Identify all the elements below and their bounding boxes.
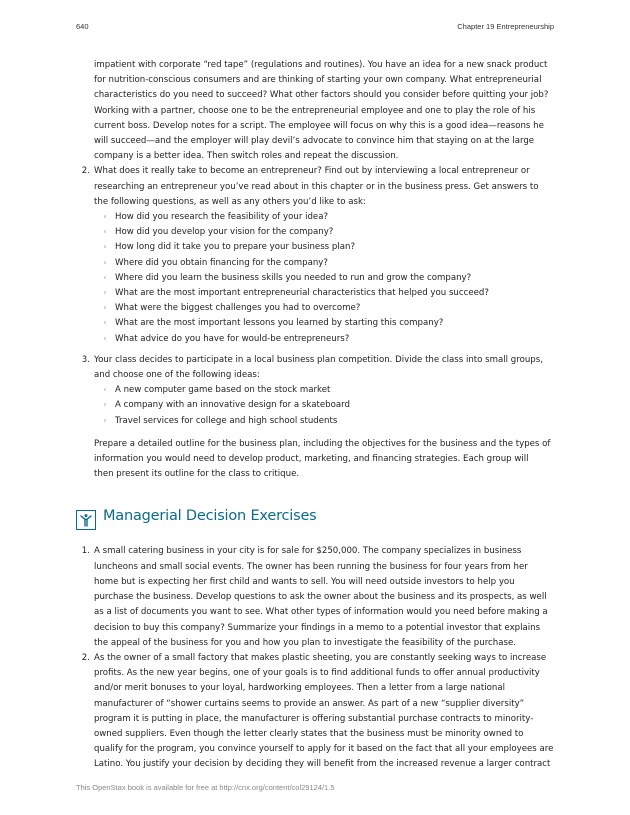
interview-questions — [94, 210, 556, 347]
text-line: then present its outline for the class to critique. — [94, 469, 300, 480]
text-line: A small catering business in your city is for sale for $250,000. The company specializes in business — [94, 546, 522, 557]
item-3-followup — [94, 437, 556, 483]
list-item: ◦ A company with an innovative design for a skateboard — [94, 398, 556, 413]
text-line: the following questions, as well as any others you’d like to ask: — [94, 196, 366, 207]
section-title: Managerial Decision Exercises — [103, 508, 317, 525]
item-number: 2. — [81, 652, 90, 663]
text-line: and/or merit bonuses to your loyal, hardworking employees. Then a letter from a large national — [94, 683, 506, 694]
list-item: ◦ A new computer game based on the stock market — [94, 383, 556, 398]
text-line: will succeed—and the employer will play devil’s advocate to convince him that staying on at the large — [94, 136, 535, 147]
list-item: ◦ What are the most important entrepreneurial characteristics that helped you succeed? — [94, 286, 556, 301]
bullet-icon: ◦ — [103, 289, 107, 298]
list-item: ◦ Where did you learn the business skills you needed to run and grow the company? — [94, 271, 556, 286]
bullet-icon: ◦ — [103, 386, 107, 395]
text-line: characteristics do you need to succeed? What other factors should you consider before quitting your job? — [94, 90, 549, 101]
text-line: As the owner of a small factory that makes plastic sheeting, you are constantly seeking ways to increase — [94, 652, 547, 663]
text-line: home but is expecting her first child and wants to sell. You will need outside investors to help you — [94, 576, 515, 587]
text-line: researching an entrepreneur you’ve read about in this chapter or in the business press. Get answers to — [94, 181, 539, 192]
footer-note: This OpenStax book is available for free at http://cnx.org/content/col29124/1.5 — [76, 783, 335, 792]
text-line: program it is putting in place, the manufacturer is offering substantial purchase contracts to minority- — [94, 713, 534, 724]
text-line: company is a better idea. Then switch roles and repeat the discussion. — [94, 151, 399, 162]
text-line: manufacturer of “shower curtains seems to provide an answer. As part of a new “supplier diversity” — [94, 698, 525, 709]
decision-person-icon — [76, 510, 96, 530]
list-item: ◦ How did you develop your vision for the company? — [94, 225, 556, 240]
text-line: the appeal of the business for you and how you plan to investigate the feasibility of the purchase. — [94, 637, 516, 648]
bullet-icon: ◦ — [103, 401, 107, 410]
text-line: impatient with corporate “red tape” (regulations and routines). You have an idea for a new snack product — [94, 60, 548, 70]
text-line: for nutrition-conscious consumers and are thinking of starting your own company. What entrepreneurial — [94, 75, 542, 86]
list-item: ◦ What are the most important lessons you learned by starting this company? — [94, 316, 556, 331]
page-content — [76, 58, 556, 773]
bullet-icon: ◦ — [103, 213, 107, 222]
item-number: 1. — [81, 546, 90, 557]
list-item: ◦ What advice do you have for would-be entrepreneurs? — [94, 332, 556, 347]
text-line: Prepare a detailed outline for the business plan, including the objectives for the business and the types of — [94, 438, 551, 449]
item-number: 3. — [81, 354, 90, 365]
text-line: purchase the business. Develop questions to ask the owner about the business and its prospects, as well — [94, 592, 547, 603]
list-item: ◦ What were the biggest challenges you had to overcome? — [94, 301, 556, 316]
chapter-title: Chapter 19 Entrepreneurship — [457, 22, 554, 31]
section-heading — [76, 510, 556, 536]
text-line: Working with a partner, choose one to be the entrepreneurial employee and one to play the role of his — [94, 105, 536, 116]
list-item: ◦ How long did it take you to prepare your business plan? — [94, 240, 556, 255]
text-line: as a list of documents you want to see. What other types of information would you need before making a — [94, 607, 548, 618]
bullet-icon: ◦ — [103, 304, 107, 313]
bullet-icon: ◦ — [103, 334, 107, 343]
bullet-icon: ◦ — [103, 273, 107, 282]
text-line: What does it really take to become an entrepreneur? Find out by interviewing a local entrepreneur or — [94, 166, 530, 177]
list-item-3 — [76, 353, 556, 483]
text-line: luncheons and small social events. The owner has been running the business for four years from her — [94, 561, 528, 572]
text-line: profits. As the new year begins, one of your goals is to find additional funds to offer annual productivity — [94, 668, 540, 679]
text-line: information you would need to develop product, marketing, and financing strategies. Each group will — [94, 454, 529, 465]
text-line: decision to buy this company? Summarize your findings in a memo to a potential investor that explains — [94, 622, 541, 633]
item-number: 2. — [81, 166, 90, 177]
list-item: ◦ How did you research the feasibility of your idea? — [94, 210, 556, 225]
page-number: 640 — [76, 22, 89, 31]
list-item-2 — [76, 164, 556, 346]
text-line: and choose one of the following ideas: — [94, 370, 260, 381]
bullet-icon: ◦ — [103, 228, 107, 237]
list-item: ◦ Where did you obtain financing for the company? — [94, 256, 556, 271]
bullet-icon: ◦ — [103, 319, 107, 328]
bullet-icon: ◦ — [103, 416, 107, 425]
text-line: Latino. You justify your decision by deciding they will benefit from the increased revenue a larger contract — [94, 759, 551, 770]
list-item: ◦ Travel services for college and high school students — [94, 414, 556, 429]
bullet-icon: ◦ — [103, 243, 107, 252]
text-line: qualify for the program, you convince yourself to apply for it based on the fact that all your employees are — [94, 744, 554, 755]
business-ideas — [94, 383, 556, 429]
exercise-1 — [76, 544, 556, 650]
bullet-icon: ◦ — [103, 258, 107, 267]
text-line: current boss. Develop notes for a script. The employee will focus on why this is a good idea—reasons he — [94, 120, 544, 131]
exercise-2 — [76, 651, 556, 773]
text-line: Your class decides to participate in a local business plan competition. Divide the class into small groups, — [94, 354, 543, 365]
intro-paragraph — [76, 58, 556, 164]
text-line: owned suppliers. Even though the letter clearly states that the business must be minority owned to — [94, 728, 524, 739]
